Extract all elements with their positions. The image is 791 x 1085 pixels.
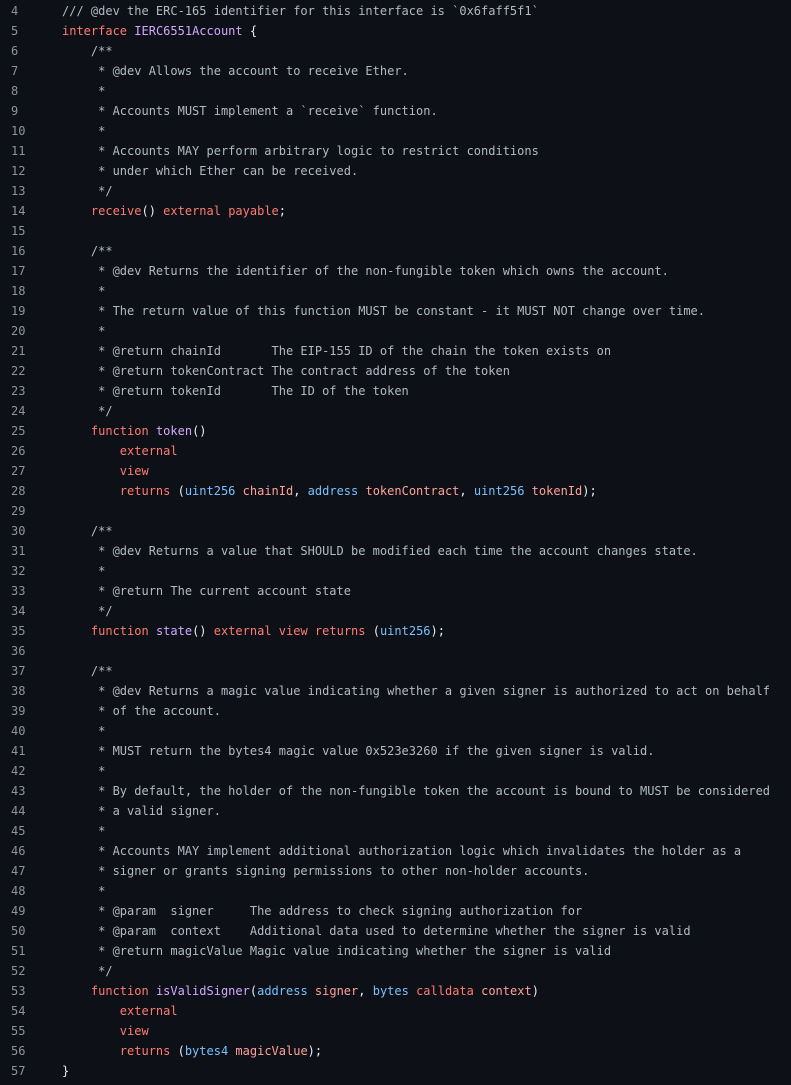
- plain-token: );: [582, 484, 597, 498]
- comment-token: /**: [62, 44, 113, 58]
- code-line: [0, 921, 791, 941]
- code-line: [0, 321, 791, 341]
- line-number[interactable]: 4: [11, 4, 19, 18]
- line-content: [62, 141, 539, 161]
- line-content: [62, 781, 770, 801]
- line-number[interactable]: 56: [11, 1044, 26, 1058]
- comment-token: * @param context Additional data used to determine whether the signer is valid: [62, 924, 691, 938]
- parameter-token: tokenContract: [365, 484, 460, 498]
- comment-token: *: [62, 764, 106, 778]
- code-line: [0, 841, 791, 861]
- line-content: [62, 161, 358, 181]
- line-content: [62, 861, 589, 881]
- line-content: [62, 601, 113, 621]
- line-number[interactable]: 13: [11, 184, 26, 198]
- comment-token: *: [62, 324, 106, 338]
- line-content: [62, 121, 105, 141]
- line-content: [62, 541, 698, 561]
- code-line: [0, 301, 791, 321]
- line-number[interactable]: 26: [11, 444, 26, 458]
- line-content: [62, 461, 149, 481]
- comment-token: * @return chainId The EIP-155 ID of the chain the token exists on: [62, 344, 612, 358]
- line-content: [62, 961, 113, 981]
- comment-token: * signer or grants signing permissions to other non-holder accounts.: [62, 864, 590, 878]
- line-content: [62, 561, 105, 581]
- code-line: [0, 261, 791, 281]
- comment-token: /**: [62, 524, 113, 538]
- line-number[interactable]: 49: [11, 904, 26, 918]
- code-line: [0, 41, 791, 61]
- line-content: [62, 721, 105, 741]
- plain-token: (): [192, 424, 207, 438]
- plain-token: [409, 984, 416, 998]
- plain-token: [62, 1004, 120, 1018]
- comment-token: */: [62, 964, 113, 978]
- line-number[interactable]: 20: [11, 324, 26, 338]
- line-content: [62, 521, 113, 541]
- plain-token: (: [170, 1044, 185, 1058]
- line-number[interactable]: 10: [11, 124, 26, 138]
- code-line: [0, 641, 791, 661]
- plain-token: {: [242, 24, 258, 38]
- parameter-token: signer: [314, 984, 359, 998]
- line-content: [62, 261, 669, 281]
- comment-token: * @return magicValue Magic value indicating whether the signer is valid: [62, 944, 612, 958]
- code-line: [0, 341, 791, 361]
- comment-token: * By default, the holder of the non-fungible token the account is bound to MUST be considered: [62, 784, 771, 798]
- code-line: [0, 741, 791, 761]
- code-line: [0, 201, 791, 221]
- type-token: uint256: [379, 624, 431, 638]
- parameter-token: magicValue: [235, 1044, 308, 1058]
- line-number[interactable]: 29: [11, 504, 26, 518]
- code-line: [0, 101, 791, 121]
- line-number[interactable]: 28: [11, 484, 26, 498]
- code-line: [0, 361, 791, 381]
- line-content: [62, 741, 654, 761]
- keyword-token: view: [278, 624, 308, 638]
- code-line: [0, 141, 791, 161]
- function-name-token: isValidSigner: [155, 984, 250, 998]
- comment-token: * Accounts MAY perform arbitrary logic to restrict conditions: [62, 144, 539, 158]
- code-line: [0, 501, 791, 521]
- line-content: [62, 701, 221, 721]
- line-content: [62, 421, 207, 441]
- keyword-token: receive: [90, 204, 142, 218]
- plain-token: );: [430, 624, 445, 638]
- comment-token: * @dev Returns a magic value indicating whether a given signer is authorized to act on behalf: [62, 684, 771, 698]
- plain-token: [149, 984, 156, 998]
- code-line: [0, 701, 791, 721]
- line-content: [62, 821, 105, 841]
- plain-token: ,: [293, 484, 308, 498]
- plain-token: [62, 1044, 120, 1058]
- plain-token: (: [249, 984, 258, 998]
- line-number[interactable]: 8: [11, 84, 19, 98]
- line-content: [62, 481, 597, 501]
- line-number[interactable]: 34: [11, 604, 26, 618]
- line-content: [62, 841, 741, 861]
- plain-token: [62, 1024, 120, 1038]
- line-number[interactable]: 41: [11, 744, 26, 758]
- keyword-token: function: [90, 984, 149, 998]
- line-content: [62, 441, 178, 461]
- comment-token: /**: [62, 664, 113, 678]
- code-line: [0, 1, 791, 21]
- line-content: [62, 881, 105, 901]
- comment-token: *: [62, 124, 106, 138]
- code-line: [0, 981, 791, 1001]
- plain-token: [62, 204, 91, 218]
- line-number[interactable]: 5: [11, 24, 19, 38]
- line-content: [62, 1001, 178, 1021]
- line-content: [62, 681, 770, 701]
- code-line: [0, 441, 791, 461]
- comment-token: *: [62, 824, 106, 838]
- line-content: [62, 1041, 322, 1061]
- code-line: [0, 781, 791, 801]
- line-content: [62, 921, 691, 941]
- line-number[interactable]: 16: [11, 244, 26, 258]
- line-number[interactable]: 17: [11, 264, 26, 278]
- code-line: [0, 861, 791, 881]
- plain-token: );: [307, 1044, 323, 1058]
- code-line: [0, 961, 791, 981]
- line-number[interactable]: 24: [11, 404, 26, 418]
- line-content: [62, 401, 113, 421]
- line-number[interactable]: 37: [11, 664, 26, 678]
- plain-token: }: [62, 1064, 70, 1078]
- plain-token: ,: [459, 484, 474, 498]
- line-content: [62, 661, 113, 681]
- line-number[interactable]: 44: [11, 804, 26, 818]
- keyword-token: view: [119, 464, 149, 478]
- line-content: [62, 361, 510, 381]
- line-number[interactable]: 33: [11, 584, 26, 598]
- line-number[interactable]: 43: [11, 784, 26, 798]
- function-name-token: IERC6551Account: [134, 24, 243, 38]
- plain-token: [62, 464, 120, 478]
- comment-token: * of the account.: [62, 704, 221, 718]
- line-content: [62, 41, 113, 61]
- code-line: [0, 1021, 791, 1041]
- plain-token: [62, 484, 120, 498]
- line-content: [62, 901, 582, 921]
- comment-token: *: [62, 724, 106, 738]
- code-line: [0, 1041, 791, 1061]
- line-content: [62, 321, 105, 341]
- line-number[interactable]: 12: [11, 164, 26, 178]
- line-content: [62, 101, 438, 121]
- comment-token: * Accounts MAY implement additional authorization logic which invalidates the holder as a: [62, 844, 742, 858]
- comment-token: * @return tokenId The ID of the token: [62, 384, 409, 398]
- comment-token: * @return The current account state: [62, 584, 351, 598]
- keyword-token: payable: [228, 204, 279, 218]
- code-line: [0, 561, 791, 581]
- comment-token: * @param signer The address to check signing authorization for: [62, 904, 583, 918]
- plain-token: (: [170, 484, 185, 498]
- line-number[interactable]: 53: [11, 984, 26, 998]
- plain-token: (): [192, 624, 214, 638]
- line-number[interactable]: 22: [11, 364, 26, 378]
- comment-token: * Accounts MUST implement a `receive` function.: [62, 104, 438, 118]
- comment-token: * @dev Allows the account to receive Ether.: [62, 64, 409, 78]
- keyword-token: function: [90, 424, 149, 438]
- line-number[interactable]: 48: [11, 884, 26, 898]
- comment-token: */: [62, 184, 113, 198]
- type-token: bytes4: [184, 1044, 229, 1058]
- line-number[interactable]: 39: [11, 704, 26, 718]
- type-token: uint256: [184, 484, 236, 498]
- keyword-token: external: [213, 624, 272, 638]
- line-content: [62, 241, 113, 261]
- plain-token: [149, 424, 156, 438]
- line-content: [62, 301, 705, 321]
- code-line: [0, 461, 791, 481]
- line-number[interactable]: 23: [11, 384, 26, 398]
- plain-token: [235, 484, 242, 498]
- line-number[interactable]: 6: [11, 44, 19, 58]
- code-line: [0, 601, 791, 621]
- line-content: [62, 381, 409, 401]
- code-line: [0, 1001, 791, 1021]
- line-number[interactable]: 51: [11, 944, 26, 958]
- keyword-token: external: [163, 204, 221, 218]
- line-number[interactable]: 47: [11, 864, 26, 878]
- line-number[interactable]: 57: [11, 1064, 26, 1078]
- parameter-token: chainId: [242, 484, 294, 498]
- comment-token: * The return value of this function MUST be constant - it MUST NOT change over time.: [62, 304, 705, 318]
- code-line: [0, 281, 791, 301]
- code-line: [0, 121, 791, 141]
- line-number[interactable]: 31: [11, 544, 26, 558]
- code-line: [0, 181, 791, 201]
- keyword-token: returns: [119, 484, 171, 498]
- code-line: [0, 21, 791, 41]
- comment-token: *: [62, 564, 106, 578]
- plain-token: [524, 484, 531, 498]
- comment-token: *: [62, 84, 106, 98]
- plain-token: ): [531, 984, 539, 998]
- plain-token: [62, 624, 91, 638]
- line-content: [62, 981, 539, 1001]
- code-line: [0, 941, 791, 961]
- line-content: [62, 941, 611, 961]
- code-line: [0, 481, 791, 501]
- code-line: [0, 761, 791, 781]
- code-line: [0, 881, 791, 901]
- code-line: [0, 821, 791, 841]
- plain-token: [62, 444, 120, 458]
- code-line: [0, 681, 791, 701]
- keyword-token: interface: [62, 24, 128, 38]
- line-number[interactable]: 45: [11, 824, 26, 838]
- line-number[interactable]: 55: [11, 1024, 26, 1038]
- code-line: [0, 1061, 791, 1081]
- comment-token: *: [62, 884, 106, 898]
- line-number[interactable]: 21: [11, 344, 26, 358]
- type-token: address: [257, 984, 308, 998]
- function-name-token: token: [155, 424, 193, 438]
- line-number[interactable]: 27: [11, 464, 26, 478]
- line-content: [62, 761, 105, 781]
- comment-token: * MUST return the bytes4 magic value 0x523e3260 if the given signer is valid.: [62, 744, 655, 758]
- function-name-token: state: [155, 624, 193, 638]
- code-line: [0, 241, 791, 261]
- line-content: [62, 581, 351, 601]
- line-number[interactable]: 30: [11, 524, 26, 538]
- comment-token: * a valid signer.: [62, 804, 221, 818]
- line-number[interactable]: 38: [11, 684, 26, 698]
- code-line: [0, 901, 791, 921]
- code-line: [0, 721, 791, 741]
- comment-token: * @dev Returns the identifier of the non-fungible token which owns the account.: [62, 264, 669, 278]
- code-line: [0, 381, 791, 401]
- line-content: [62, 1021, 149, 1041]
- line-content: [62, 1061, 69, 1081]
- plain-token: [272, 624, 279, 638]
- line-number[interactable]: 52: [11, 964, 26, 978]
- line-number[interactable]: 14: [11, 204, 26, 218]
- line-number[interactable]: 15: [11, 224, 26, 238]
- type-token: uint256: [473, 484, 525, 498]
- code-line: [0, 801, 791, 821]
- keyword-token: external: [119, 444, 178, 458]
- line-content: [62, 281, 105, 301]
- type-token: address: [307, 484, 359, 498]
- comment-token: * @return tokenContract The contract address of the token: [62, 364, 510, 378]
- line-number[interactable]: 32: [11, 564, 26, 578]
- keyword-token: returns: [314, 624, 366, 638]
- line-number[interactable]: 36: [11, 644, 26, 658]
- parameter-token: context: [481, 984, 532, 998]
- type-token: bytes: [372, 984, 409, 998]
- plain-token: [149, 624, 156, 638]
- code-line: [0, 421, 791, 441]
- plain-token: (: [365, 624, 380, 638]
- line-content: [62, 81, 105, 101]
- keyword-token: returns: [119, 1044, 171, 1058]
- keyword-token: calldata: [416, 984, 474, 998]
- code-line: [0, 401, 791, 421]
- code-line: [0, 661, 791, 681]
- line-number[interactable]: 35: [11, 624, 26, 638]
- line-content: [62, 181, 113, 201]
- line-number[interactable]: 50: [11, 924, 26, 938]
- line-content: [62, 61, 409, 81]
- plain-token: [62, 424, 91, 438]
- line-number[interactable]: 9: [11, 104, 19, 118]
- plain-token: (): [141, 204, 164, 218]
- line-number[interactable]: 19: [11, 304, 26, 318]
- plain-token: [308, 624, 315, 638]
- keyword-token: view: [119, 1024, 149, 1038]
- comment-token: * @dev Returns a value that SHOULD be modified each time the account changes state.: [62, 544, 698, 558]
- line-content: [62, 621, 445, 641]
- plain-token: [62, 984, 91, 998]
- plain-token: [308, 984, 315, 998]
- line-number[interactable]: 7: [11, 64, 19, 78]
- comment-token: *: [62, 284, 106, 298]
- code-line: [0, 621, 791, 641]
- line-content: [62, 21, 257, 41]
- line-number[interactable]: 25: [11, 424, 26, 438]
- keyword-token: function: [90, 624, 149, 638]
- plain-token: ;: [278, 204, 287, 218]
- comment-token: /// @dev the ERC-165 identifier for this interface is `0x6faff5f1`: [62, 4, 539, 18]
- line-content: [62, 201, 286, 221]
- line-content: [62, 801, 221, 821]
- comment-token: */: [62, 404, 113, 418]
- code-line: [0, 161, 791, 181]
- line-number[interactable]: 18: [11, 284, 26, 298]
- code-line: [0, 521, 791, 541]
- comment-token: */: [62, 604, 113, 618]
- plain-token: ,: [358, 984, 373, 998]
- line-number[interactable]: 42: [11, 764, 26, 778]
- line-number[interactable]: 40: [11, 724, 26, 738]
- comment-token: /**: [62, 244, 113, 258]
- line-number[interactable]: 11: [11, 144, 26, 158]
- code-line: [0, 221, 791, 241]
- keyword-token: external: [119, 1004, 178, 1018]
- code-line: [0, 581, 791, 601]
- parameter-token: tokenId: [531, 484, 583, 498]
- line-content: [62, 341, 611, 361]
- code-line: [0, 541, 791, 561]
- line-content: [62, 1, 539, 21]
- line-number[interactable]: 46: [11, 844, 26, 858]
- comment-token: * under which Ether can be received.: [62, 164, 359, 178]
- code-line: [0, 61, 791, 81]
- code-line: [0, 81, 791, 101]
- line-number[interactable]: 54: [11, 1004, 26, 1018]
